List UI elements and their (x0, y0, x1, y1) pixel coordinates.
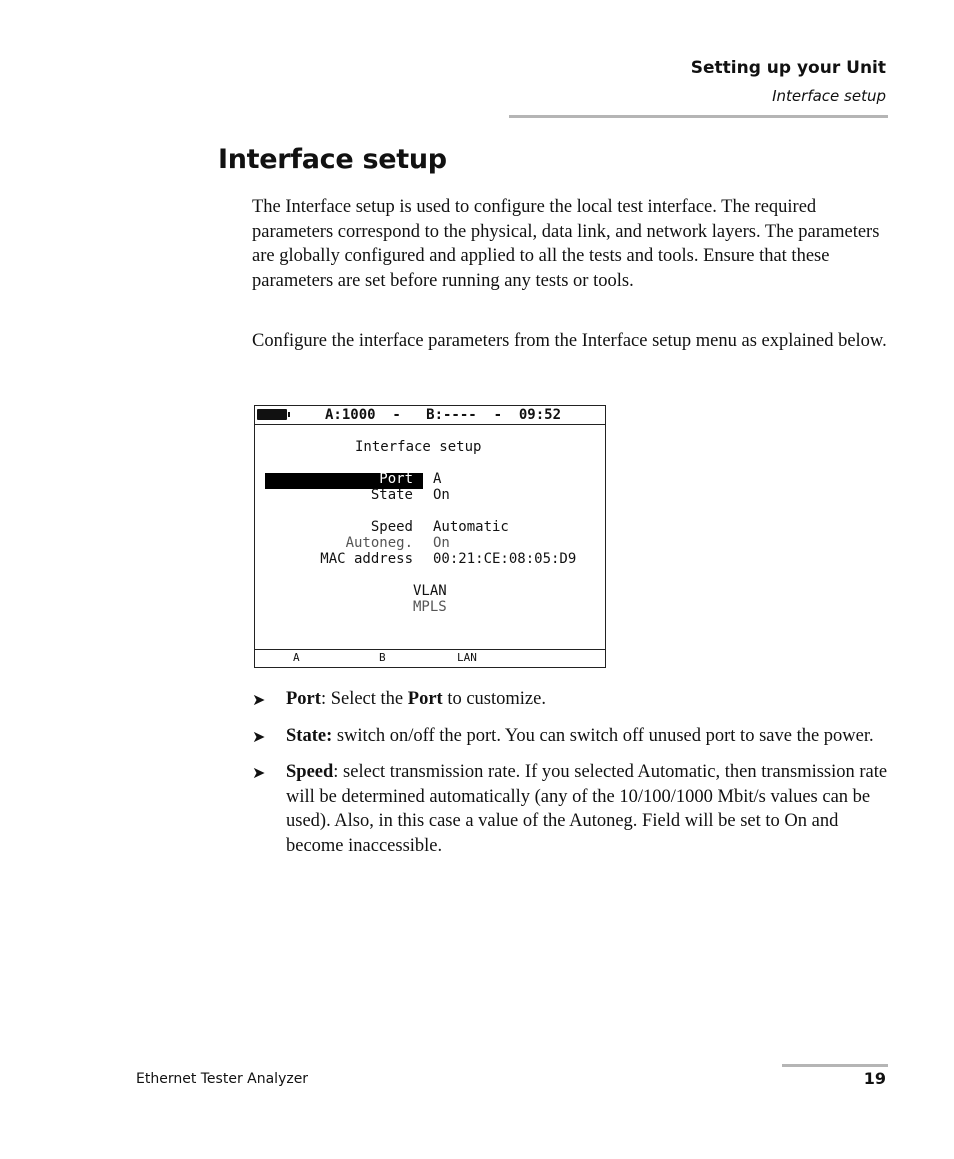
bullet-text: : Select the (320, 689, 408, 709)
function-key-a[interactable]: A (293, 651, 300, 664)
footer-rule (782, 1064, 888, 1067)
parameter-list (252, 687, 888, 870)
bullet-text: : select transmission rate. If you selected Automatic, then transmission rate will be determined automatically (any of the 10/100/1000 Mbit/s values can be used). Also, in this case a value of the Autoneg. Field will be set to On and become inaccessible. (286, 762, 888, 856)
instruction-paragraph: Configure the interface parameters from the Interface setup menu as explained below. (252, 331, 887, 351)
bullet-text: to customize. (442, 689, 546, 709)
menu-item-vlan[interactable]: VLAN (413, 583, 447, 599)
field-label-port[interactable]: Port (379, 471, 413, 487)
list-item (252, 724, 888, 749)
field-label-mac: MAC address (320, 551, 413, 567)
function-key-b[interactable]: B (379, 651, 386, 664)
term-state: State: (286, 725, 333, 746)
screen-title: Interface setup (355, 439, 482, 455)
term-port: Port (286, 689, 321, 709)
arrow-bullet-icon: ➤ (252, 728, 266, 746)
field-value-state: On (433, 487, 450, 503)
running-header-chapter: Setting up your Unit (690, 58, 886, 78)
intro-paragraph: The Interface setup is used to configure the local test interface. The required parameters correspond to the physical, data link, and network layers. The parameters are globally configured and applied to all the tests and tools. Ensure that these parameters are set before running any tests or tools. (252, 197, 880, 291)
list-item (252, 687, 888, 712)
field-value-mac: 00:21:CE:08:05:D9 (433, 551, 577, 567)
field-label-speed[interactable]: Speed (370, 519, 413, 535)
bullet-text: switch on/off the port. You can switch off unused port to save the power. (332, 725, 874, 746)
term-port-inline: Port (407, 689, 443, 709)
status-bar (255, 406, 605, 425)
field-value-speed: Automatic (433, 519, 509, 535)
running-header-section: Interface setup (772, 87, 886, 105)
function-key-bar (255, 649, 605, 668)
footer-doc-title: Ethernet Tester Analyzer (136, 1071, 309, 1087)
menu-item-mpls[interactable]: MPLS (413, 599, 447, 615)
field-value-autoneg: On (433, 535, 450, 551)
header-rule (509, 115, 888, 118)
field-label-state[interactable]: State (370, 487, 413, 503)
page-number: 19 (863, 1069, 886, 1088)
function-key-lan[interactable]: LAN (457, 651, 477, 664)
battery-icon (257, 409, 287, 420)
arrow-bullet-icon: ➤ (252, 692, 266, 709)
field-value-port: A (433, 471, 442, 487)
list-item (252, 760, 888, 858)
term-speed: Speed (286, 762, 334, 782)
page-title: Interface setup (218, 144, 447, 175)
arrow-bullet-icon: ➤ (252, 765, 266, 782)
device-screen (254, 405, 606, 668)
field-label-autoneg: Autoneg. (345, 535, 413, 551)
status-text: A:1000 - B:---- - 09:52 (325, 407, 562, 423)
